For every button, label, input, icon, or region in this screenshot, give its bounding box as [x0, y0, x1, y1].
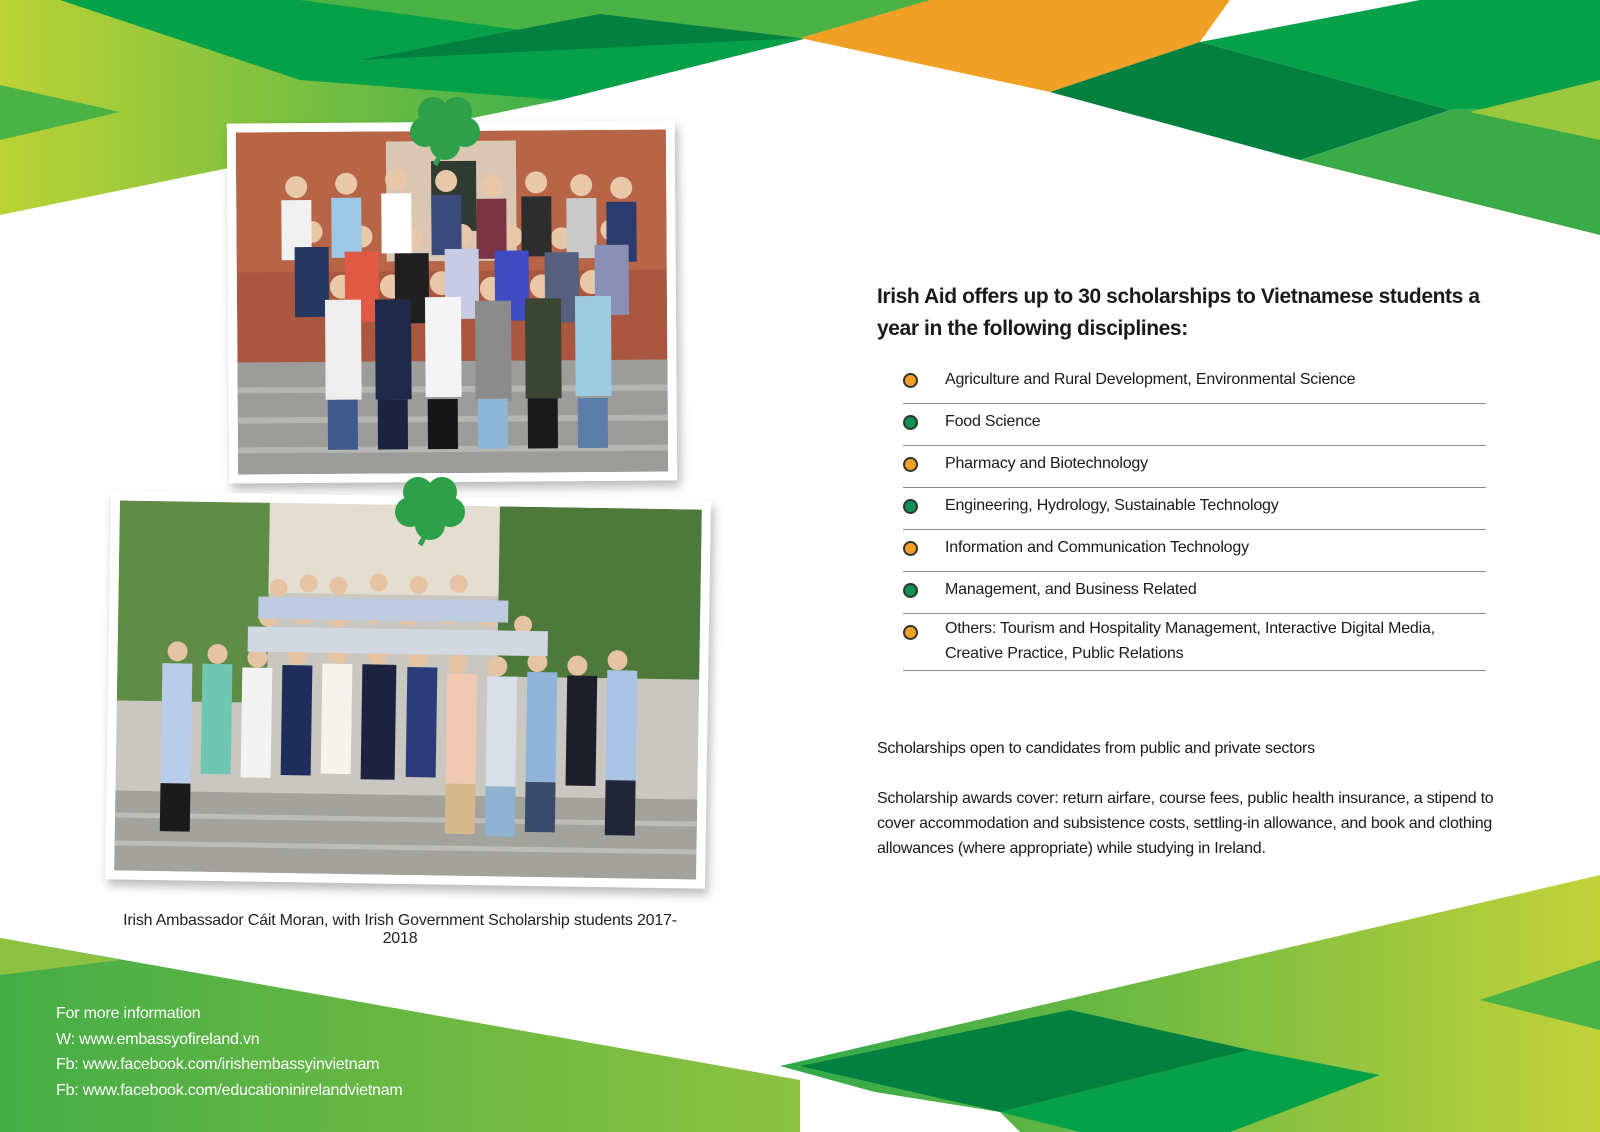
page-heading: Irish Aid offers up to 30 scholarships to Vietnamese students a year in the following disciplines:	[877, 285, 1480, 340]
discipline-label: Pharmacy and Biotechnology	[945, 455, 1148, 472]
green-bullet-icon	[903, 415, 918, 430]
green-bullet-icon	[903, 499, 918, 514]
list-item	[903, 530, 1486, 572]
discipline-label: Engineering, Hydrology, Sustainable Technology	[945, 497, 1279, 514]
photo-image	[236, 130, 668, 475]
facebook-education-link[interactable]: Fb: www.facebook.com/educationinirelandvietnam	[56, 1081, 403, 1099]
list-item	[903, 446, 1486, 488]
contact-info	[56, 1001, 476, 1103]
green-bullet-icon	[903, 583, 918, 598]
orange-bullet-icon	[903, 373, 918, 388]
list-item	[903, 404, 1486, 446]
photo-image	[114, 500, 702, 879]
list-item	[903, 614, 1486, 671]
list-item	[903, 572, 1486, 614]
shamrock-icon	[390, 470, 470, 546]
discipline-label: Information and Communication Technology	[945, 539, 1249, 556]
group-photo-bottom	[105, 491, 711, 888]
discipline-label: Food Science	[945, 413, 1041, 430]
discipline-label: Others: Tourism and Hospitality Management, Interactive Digital Media, Creative Practice, Public Relations	[945, 620, 1435, 662]
list-item	[903, 488, 1486, 530]
discipline-list	[903, 362, 1486, 671]
orange-bullet-icon	[903, 541, 918, 556]
eligibility-note: Scholarships open to candidates from public and private sectors	[877, 740, 1315, 757]
photo-caption: Irish Ambassador Cáit Moran, with Irish Government Scholarship students 2017-2018	[123, 912, 677, 947]
facebook-embassy-link[interactable]: Fb: www.facebook.com/irishembassyinvietnam	[56, 1056, 380, 1073]
discipline-label: Agriculture and Rural Development, Environmental Science	[945, 371, 1356, 388]
orange-bullet-icon	[903, 457, 918, 472]
shamrock-icon	[405, 90, 485, 166]
website-link[interactable]: W: www.embassyofireland.vn	[56, 1030, 260, 1048]
discipline-label: Management, and Business Related	[945, 581, 1197, 598]
group-photo-top	[227, 120, 678, 483]
orange-bullet-icon	[903, 625, 918, 640]
list-item	[903, 362, 1486, 404]
awards-note: Scholarship awards cover: return airfare, course fees, public health insurance, a stipend to cover accommodation and subsistence costs, settling-in allowance, and book and clothing allowances (where appropriate) while studying in Ireland.	[877, 790, 1494, 857]
contact-heading: For more information	[56, 1005, 201, 1022]
